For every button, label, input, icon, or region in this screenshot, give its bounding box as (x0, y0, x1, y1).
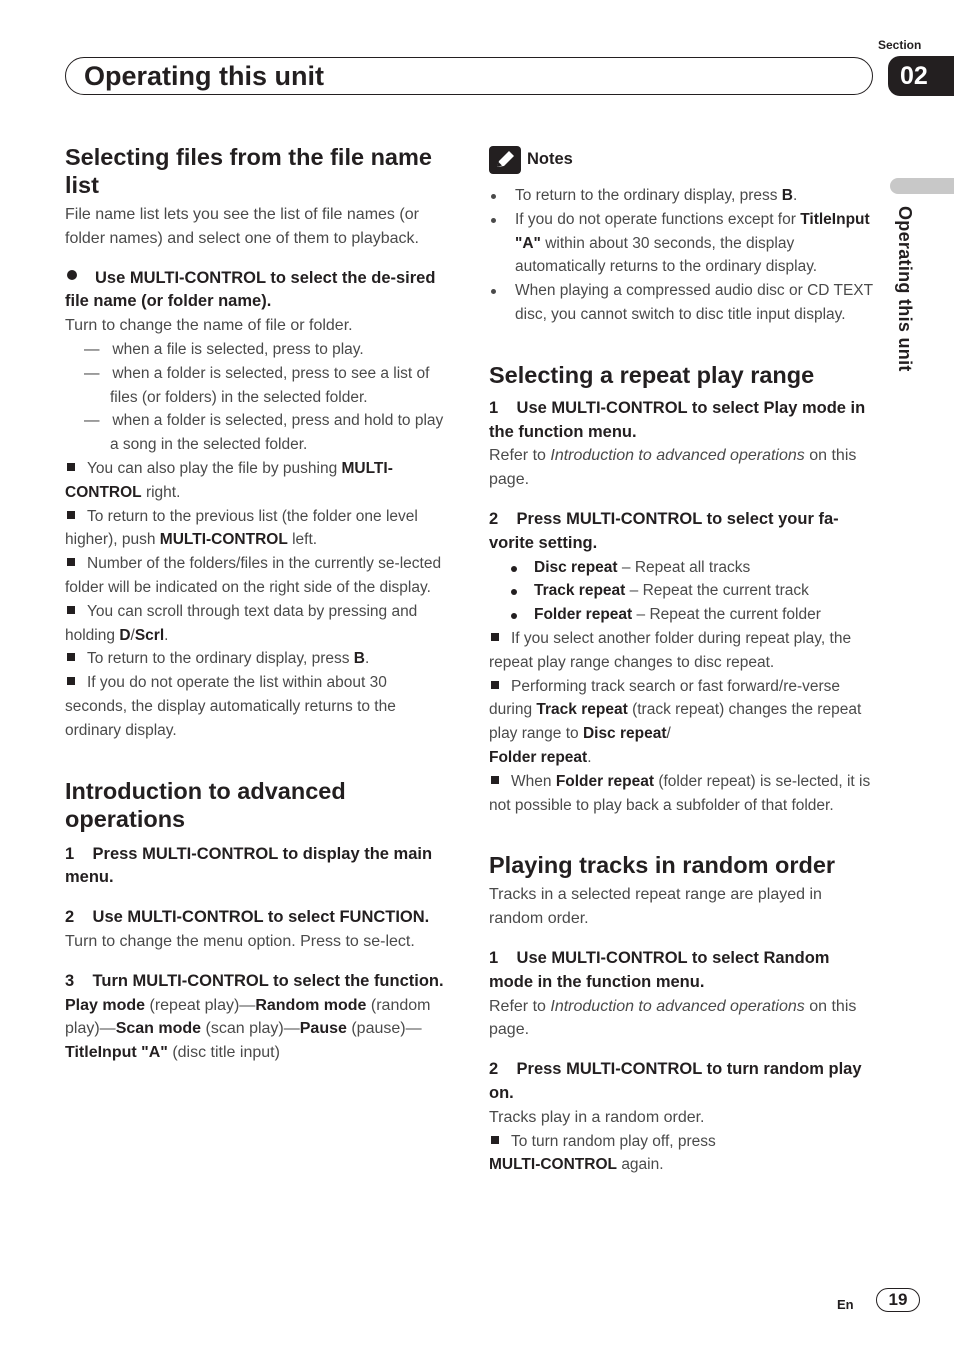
dash-item: — when a folder is selected, press to see a list of files (or folders) in the selected folder. (84, 364, 430, 406)
note-bullet: To return to the ordinary display, press B. (489, 184, 875, 208)
side-tab-label: Operating this unit (895, 206, 915, 372)
note-bullet: If you do not operate functions except for TitleInput "A" within about 30 seconds, the display automatically returns to the ordinary display. (489, 208, 875, 279)
note-item: If you select another folder during repeat play, the repeat play range changes to disc repeat. (489, 629, 852, 671)
paragraph-refer: Refer to Introduction to advanced operations on this page. (489, 997, 857, 1039)
language-label: En (837, 1297, 854, 1312)
note-item: To turn random play off, press MULTI-CONTROL again. (489, 1132, 716, 1174)
paragraph-tracks-play: Tracks play in a random order. (489, 1108, 705, 1126)
option-item: Track repeat – Repeat the current track (489, 579, 875, 603)
note-item: You can scroll through text data by pressing and holding D/Scrl. (65, 602, 418, 644)
step-2: 2 Use MULTI-CONTROL to select FUNCTION. (65, 908, 430, 927)
square-bullet-icon (67, 606, 75, 614)
pencil-note-icon (489, 146, 521, 174)
step-select-file: Use MULTI-CONTROL to select the de-sired file name (or folder name). (65, 268, 436, 311)
right-column (489, 146, 875, 1177)
square-bullet-icon (67, 463, 75, 471)
square-bullet-icon (491, 1136, 499, 1144)
square-bullet-icon (67, 558, 75, 566)
notes-header: Notes (489, 146, 875, 174)
step-3: 3 Turn MULTI-CONTROL to select the function. (65, 971, 444, 990)
dash-item: — when a file is selected, press to play. (84, 340, 364, 358)
option-item: Disc repeat – Repeat all tracks (489, 556, 875, 580)
paragraph-refer: Refer to Introduction to advanced operations on this page. (489, 447, 857, 489)
heading-selecting-files: Selecting files from the file name list (65, 144, 432, 198)
heading-intro-advanced: Introduction to advanced operations (65, 777, 346, 832)
left-column (65, 143, 451, 1065)
square-bullet-icon (491, 776, 499, 784)
square-bullet-icon (491, 681, 499, 689)
page-number: 19 (876, 1288, 920, 1312)
square-bullet-icon (491, 633, 499, 641)
bullet-icon (67, 270, 77, 280)
step-1: 1 Use MULTI-CONTROL to select Random mode in the function menu. (489, 948, 830, 991)
heading-repeat-range: Selecting a repeat play range (489, 361, 815, 388)
step-1: 1 Use MULTI-CONTROL to select Play mode in the function menu. (489, 398, 866, 441)
square-bullet-icon (67, 677, 75, 685)
note-item: If you do not operate the list within about 30 seconds, the display automatically returns to the ordinary display. (65, 674, 396, 739)
step-1: 1 Press MULTI-CONTROL to display the main menu. (65, 844, 433, 887)
paragraph-random-intro: Tracks in a selected repeat range are played in random order. (489, 886, 822, 928)
bullet-icon (511, 613, 517, 619)
note-item: You can also play the file by pushing MULTI-CONTROL right. (65, 459, 393, 501)
bullet-icon (491, 194, 496, 199)
square-bullet-icon (67, 511, 75, 519)
dash-item: — when a folder is selected, press and hold to play a song in the selected folder. (84, 412, 444, 454)
side-tab-marker (890, 178, 954, 194)
bullet-icon (511, 566, 517, 572)
note-item: Number of the folders/files in the currently se-lected folder will be indicated on the right side of the display. (65, 555, 442, 596)
paragraph-turn-menu: Turn to change the menu option. Press to se-lect. (65, 932, 415, 950)
paragraph-file-list-intro: File name list lets you see the list of file names (or folder names) and select one of them to playback. (65, 206, 419, 247)
note-item: To return to the ordinary display, press B. (65, 647, 451, 671)
step-2: 2 Press MULTI-CONTROL to turn random play on. (489, 1060, 862, 1102)
square-bullet-icon (67, 653, 75, 661)
note-item: To return to the previous list (the folder one level higher), push MULTI-CONTROL left. (65, 507, 418, 549)
section-label: Section (878, 38, 922, 52)
note-item: Performing track search or fast forward/re-verse during Track repeat (track repeat) changes the repeat play range to Disc repeat/ Folder repeat. (489, 677, 862, 766)
page-title: Operating this unit (84, 61, 324, 91)
bullet-icon (511, 589, 517, 595)
paragraph-turn-change: Turn to change the name of file or folder. (65, 317, 353, 335)
section-number-badge: 02 (888, 56, 954, 96)
note-bullet: When playing a compressed audio disc or CD TEXT disc, you cannot switch to disc title input display. (489, 279, 875, 327)
bullet-icon (491, 289, 496, 294)
notes-list (489, 184, 875, 327)
paragraph-function-list: Play mode (repeat play)—Random mode (random play)—Scan mode (scan play)—Pause (pause)—TitleInput "A" (disc title input) (65, 996, 431, 1062)
option-item: Folder repeat – Repeat the current folder (489, 603, 875, 627)
note-item: When Folder repeat (folder repeat) is se-lected, it is not possible to play back a subfolder of that folder. (489, 772, 871, 814)
step-2: 2 Press MULTI-CONTROL to select your fa-vorite setting. (489, 509, 839, 552)
heading-random-order: Playing tracks in random order (489, 852, 836, 879)
bullet-icon (491, 218, 496, 223)
